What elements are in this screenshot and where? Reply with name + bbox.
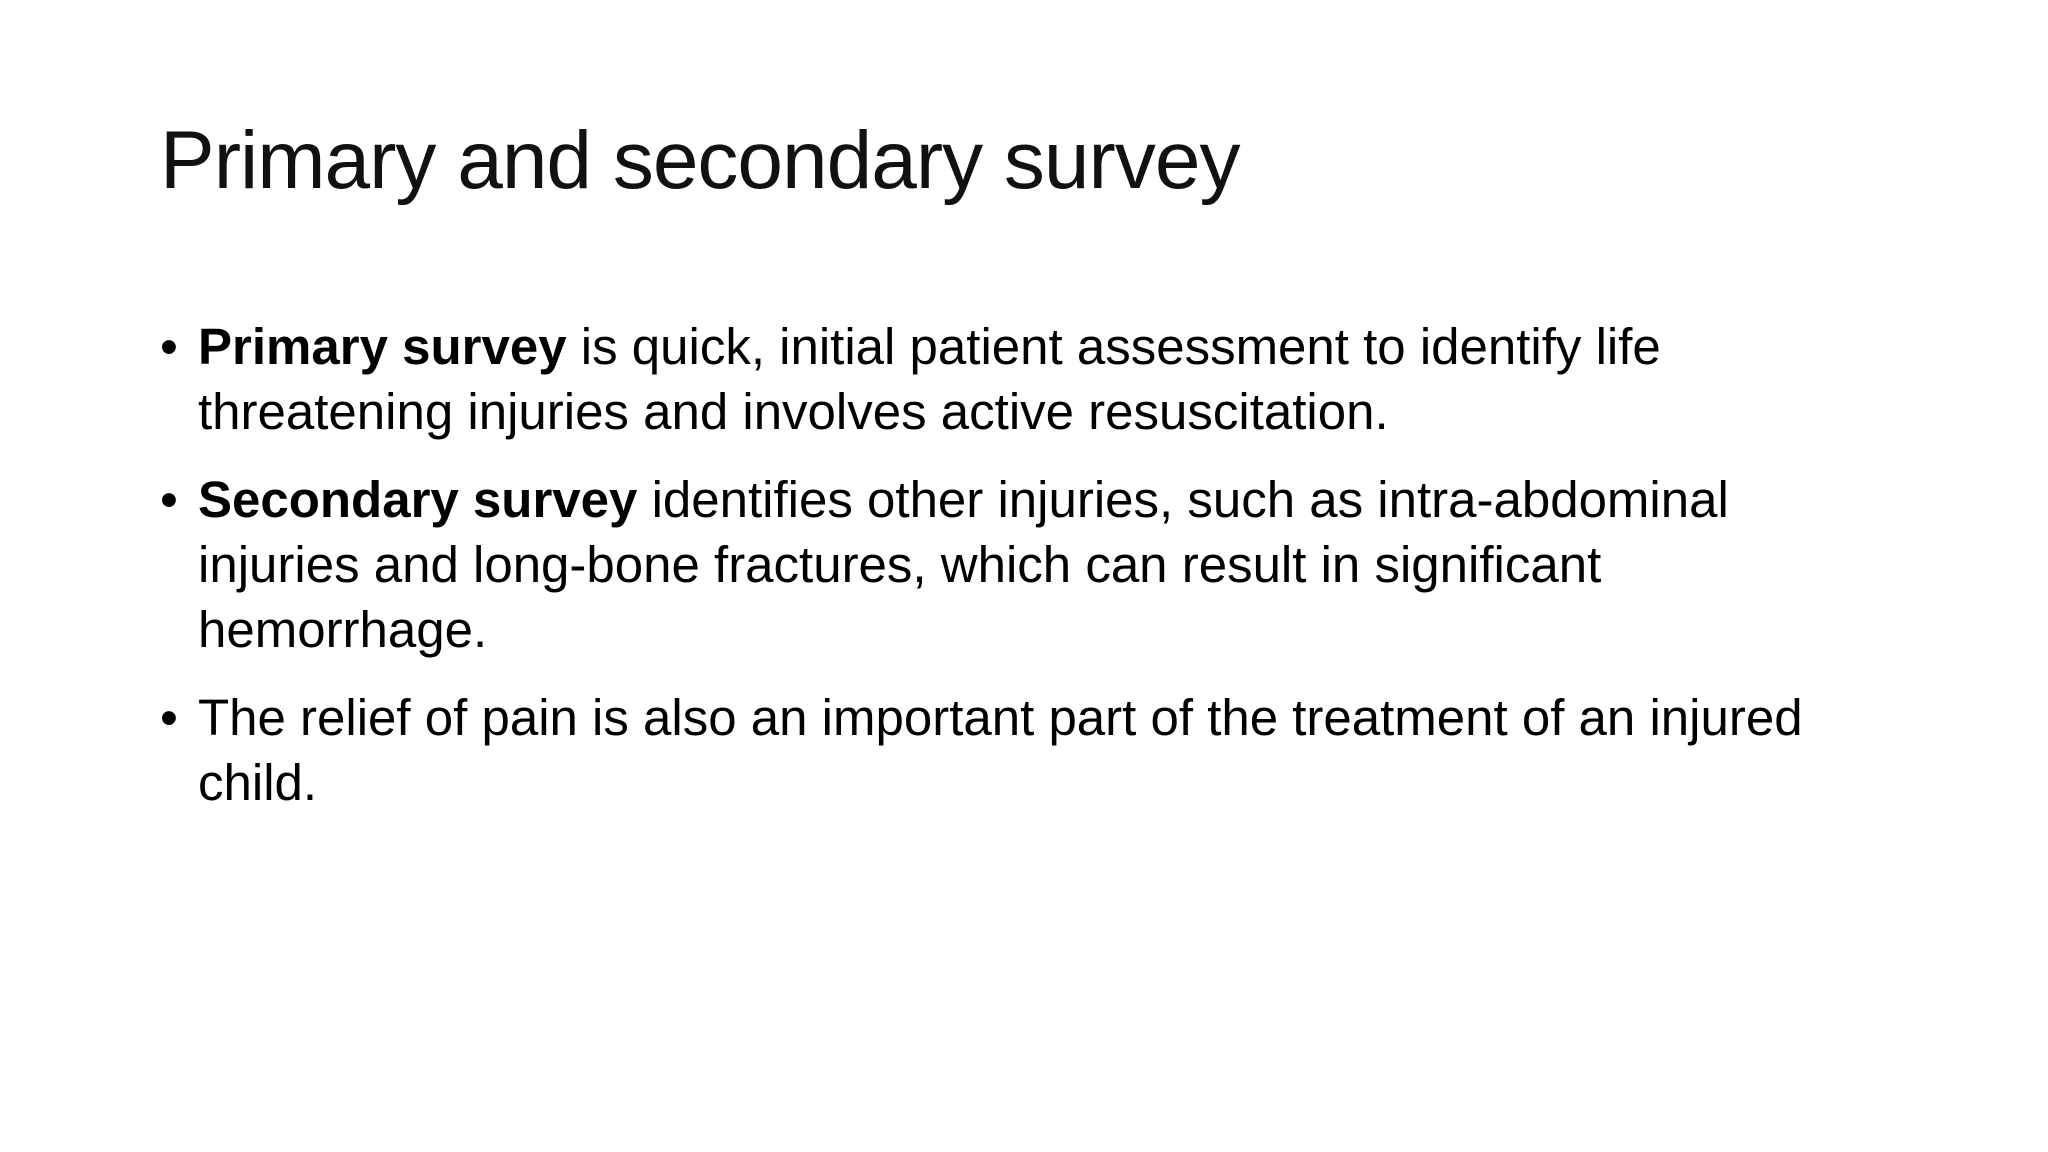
bullet-bold-term: Primary survey (198, 318, 567, 375)
bullet-text: is quick, initial patient assessment to identify life threatening injuries and involves active resuscitation. (198, 318, 1661, 440)
bullet-item-secondary-survey (160, 467, 1900, 662)
bullet-dot-icon: • (160, 471, 178, 528)
bullet-bold-term: Secondary survey (198, 471, 638, 528)
bullet-item-primary-survey (160, 314, 1900, 444)
bullet-text: identifies other injuries, such as intra-abdominal injuries and long-bone fractures, which can result in significant hemorrhage. (198, 471, 1729, 658)
bullet-dot-icon: • (160, 318, 178, 375)
bullet-item-pain-relief (160, 685, 1900, 815)
slide-title: Primary and secondary survey (160, 115, 1240, 206)
bullet-text: The relief of pain is also an important part of the treatment of an injured child. (198, 689, 1803, 811)
bullet-list (160, 314, 1900, 838)
bullet-dot-icon: • (160, 689, 178, 746)
